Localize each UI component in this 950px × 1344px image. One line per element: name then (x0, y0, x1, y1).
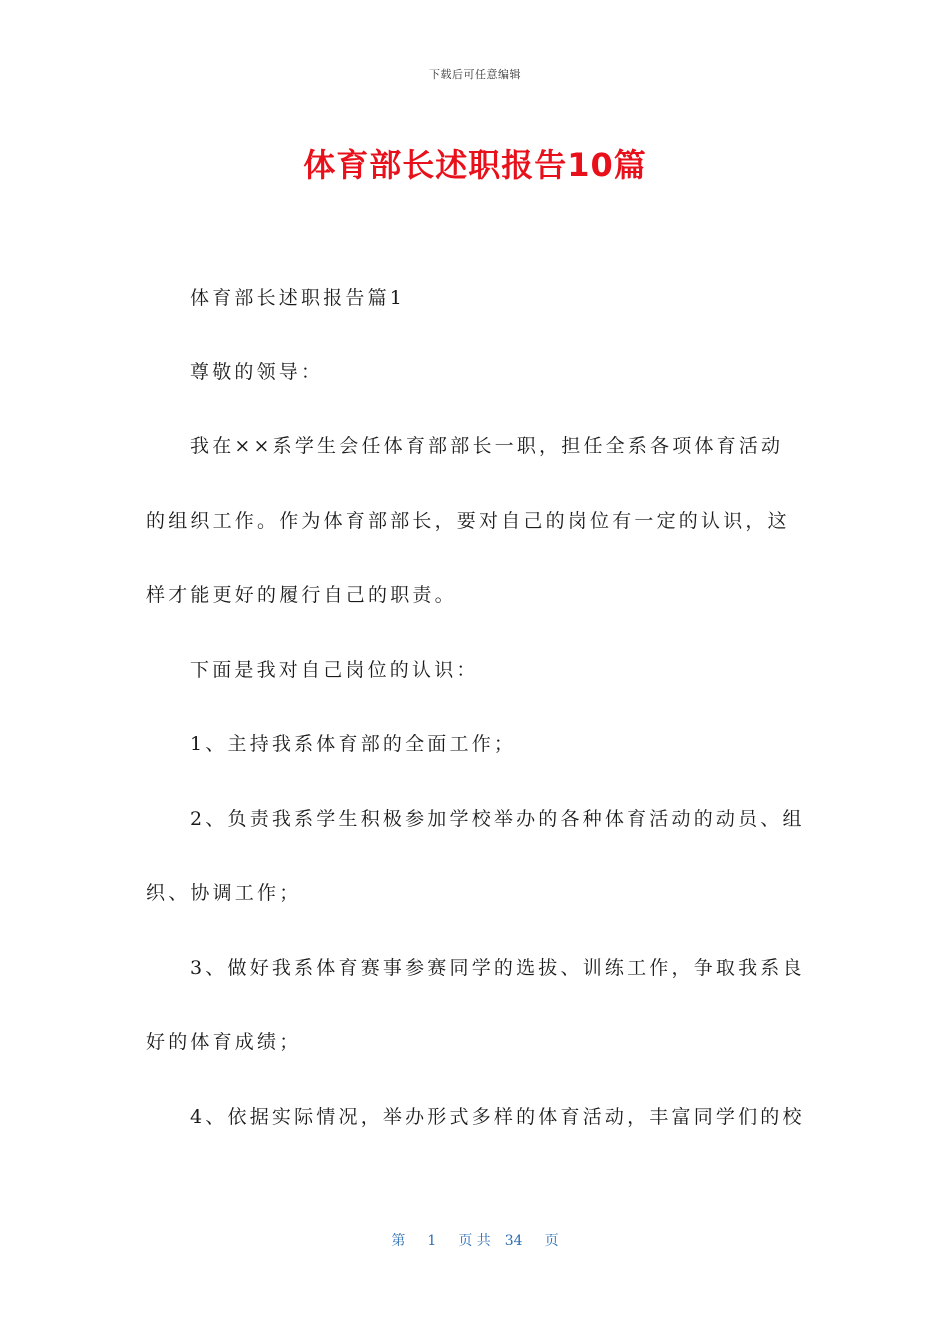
document-title: 体育部长述职报告10篇 (303, 146, 647, 184)
page-footer (0, 1230, 950, 1250)
list-item: 1、主持我系体育部的全面工作； (190, 733, 517, 755)
list-item-continuation: 好的体育成绩； (146, 1031, 302, 1053)
paragraph-line: 的组织工作。作为体育部部长，要对自己的岗位有一定的认识，这 (146, 510, 790, 532)
footer-label-page: 第 (391, 1233, 406, 1249)
list-item: 4、依据实际情况，举办形式多样的体育活动，丰富同学们的校 (190, 1106, 805, 1128)
paragraph-line: 我在××系学生会任体育部部长一职，担任全系各项体育活动 (190, 435, 784, 457)
list-item: 3、做好我系体育赛事参赛同学的选拔、训练工作，争取我系良 (190, 957, 805, 979)
header-note: 下载后可任意编辑 (429, 68, 521, 81)
paragraph-line: 下面是我对自己岗位的认识： (190, 659, 479, 681)
list-item-continuation: 织、协调工作； (146, 882, 302, 904)
footer-label-of: 页 共 (458, 1233, 491, 1249)
section-heading: 体育部长述职报告篇1 (190, 287, 406, 309)
salutation: 尊敬的领导： (190, 361, 324, 383)
footer-current-page: 1 (427, 1233, 437, 1249)
list-item: 2、负责我系学生积极参加学校举办的各种体育活动的动员、组 (190, 808, 805, 830)
footer-label-end: 页 (544, 1233, 559, 1249)
paragraph-line: 样才能更好的履行自己的职责。 (146, 584, 457, 606)
footer-total-pages: 34 (504, 1233, 523, 1249)
